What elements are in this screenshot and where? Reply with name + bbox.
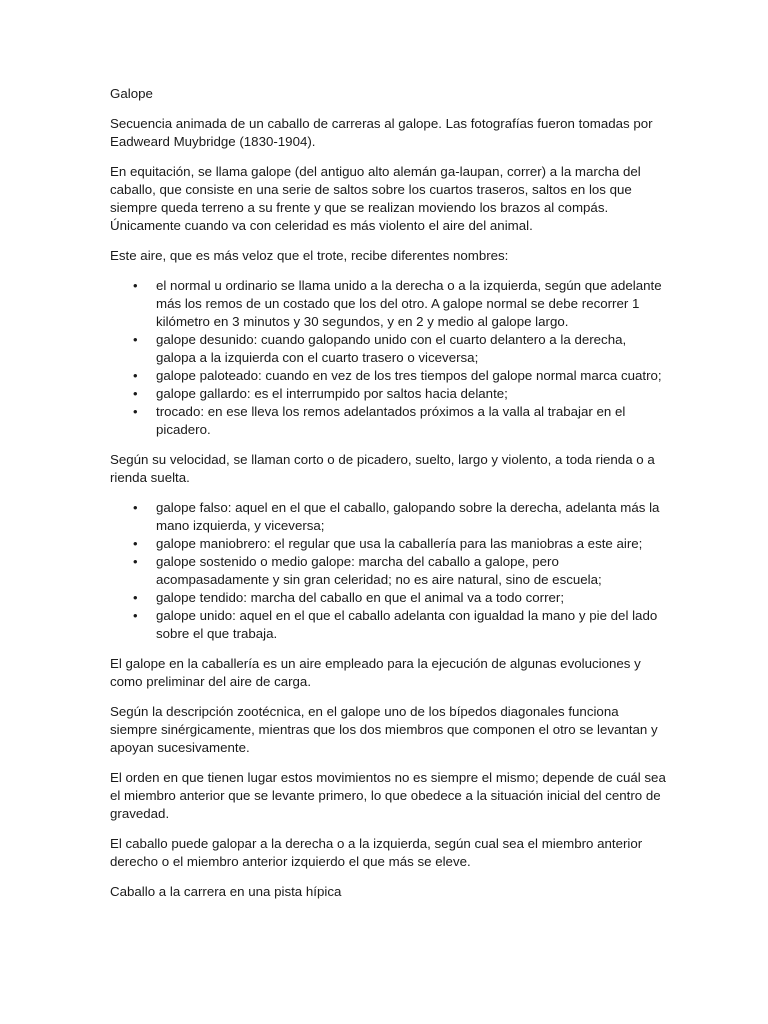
gait-types-list (110, 499, 668, 643)
bullet-icon: • (133, 536, 138, 551)
list-item (133, 553, 668, 589)
paragraph-speed: Según su velocidad, se llaman corto o de picadero, suelto, largo y violento, a toda rienda o a rienda suelta. (110, 452, 655, 485)
list-item (133, 331, 668, 367)
bullet-icon: • (133, 332, 138, 347)
paragraph-muybridge: Secuencia animada de un caballo de carreras al galope. Las fotografías fueron tomadas por Eadweard Muybridge (1830-1904). (110, 116, 653, 149)
document-title: Galope (110, 86, 153, 101)
list-item-text: galope falso: aquel en el que el caballo, galopando sobre la derecha, adelanta más la mano izquierda, y viceversa; (156, 500, 660, 533)
bullet-icon: • (133, 386, 138, 401)
list-item (133, 535, 668, 553)
list-item (133, 367, 668, 385)
bullet-icon: • (133, 608, 138, 623)
list-item (133, 607, 668, 643)
bullet-icon: • (133, 278, 138, 293)
paragraph-direction: El caballo puede galopar a la derecha o a la izquierda, según cual sea el miembro anterior derecho o el miembro anterior izquierdo el que más se eleve. (110, 836, 643, 869)
paragraph-zootechnic: Según la descripción zootécnica, en el galope uno de los bípedos diagonales funciona siempre sinérgicamente, mientras que los dos miembros que componen el otro se levantan y apoyan sucesivamente. (110, 704, 658, 755)
list-item (133, 499, 668, 535)
paragraph-definition: En equitación, se llama galope (del antiguo alto alemán ga-laupan, correr) a la marcha del caballo, que consiste en una serie de saltos sobre los cuartos traseros, saltos en los que siempre queda terreno a su frente y que se realizan moviendo los brazos al compás. Únicamente cuando va con celeridad es más violento el aire del animal. (110, 164, 641, 233)
bullet-icon: • (133, 500, 138, 515)
list-item-text: galope sostenido o medio galope: marcha del caballo a galope, pero acompasadamente y sin gran celeridad; no es aire natural, sino de escuela; (156, 554, 602, 587)
list-item (133, 589, 668, 607)
list-item (133, 385, 668, 403)
list-item-text: galope tendido: marcha del caballo en que el animal va a todo correr; (156, 590, 565, 605)
bullet-icon: • (133, 590, 138, 605)
gait-names-list (110, 277, 668, 439)
list-item-text: galope unido: aquel en el que el caballo adelanta con igualdad la mano y pie del lado sobre el que trabaja. (156, 608, 658, 641)
list-item (133, 403, 668, 439)
list-item-text: galope maniobrero: el regular que usa la caballería para las maniobras a este aire; (156, 536, 643, 551)
list-item-text: el normal u ordinario se llama unido a la derecha o a la izquierda, según que adelante más los remos de un costado que los del otro. A galope normal se debe recorrer 1 kilómetro en 3 minutos y 30 segundos, y en 2 y medio al galope largo. (156, 278, 662, 329)
list-item-text: trocado: en ese lleva los remos adelantados próximos a la valla al trabajar en el picadero. (156, 404, 626, 437)
list-item-text: galope paloteado: cuando en vez de los tres tiempos del galope normal marca cuatro; (156, 368, 662, 383)
paragraph-cavalry: El galope en la caballería es un aire empleado para la ejecución de algunas evoluciones y como preliminar del aire de carga. (110, 656, 641, 689)
bullet-icon: • (133, 368, 138, 383)
bullet-icon: • (133, 404, 138, 419)
bullet-icon: • (133, 554, 138, 569)
paragraph-caption: Caballo a la carrera en una pista hípica (110, 884, 342, 899)
list-item-text: galope gallardo: es el interrumpido por saltos hacia delante; (156, 386, 508, 401)
list-item-text: galope desunido: cuando galopando unido con el cuarto delantero a la derecha, galopa a la izquierda con el cuarto trasero o viceversa; (156, 332, 627, 365)
paragraph-names-intro: Este aire, que es más veloz que el trote, recibe diferentes nombres: (110, 248, 509, 263)
paragraph-order: El orden en que tienen lugar estos movimientos no es siempre el mismo; depende de cuál sea el miembro anterior que se levante primero, lo que obedece a la situación inicial del centro de gravedad. (110, 770, 666, 821)
list-item (133, 277, 668, 331)
